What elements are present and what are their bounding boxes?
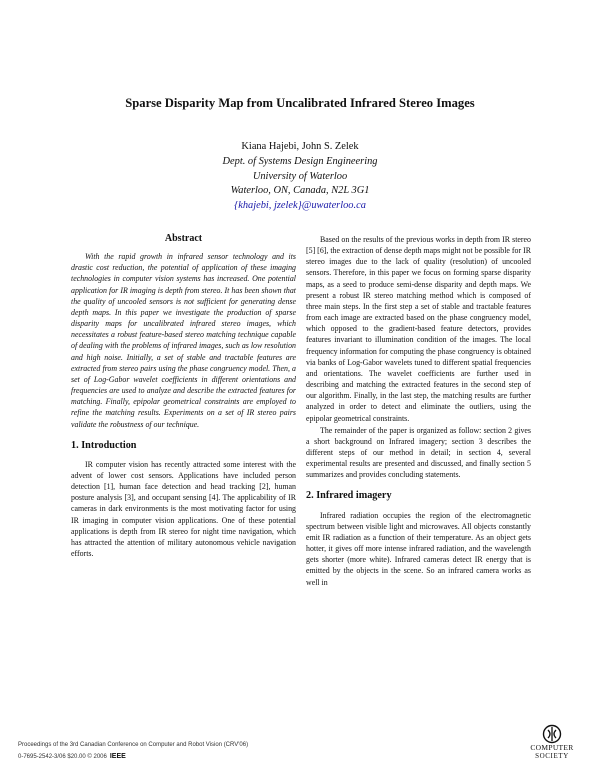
abstract-text: With the rapid growth in infrared sensor technology and its drastic cost reduction, the potential of application of these imaging technologies in computer vision systems has increased. One potential application for IR imaging is depth from stereo. It has been shown that the quality of uncooled sensors is not sufficient for generating dense depth maps. In this paper we investigate the production of sparse disparity maps for uncalibrated infrared stereo images, which necessitates a robust feature-based stereo matching technique capable of dealing with the problems of infrared images, such as low resolution and high noise. Initially, a set of stable and tractable features are extracted from stereo pairs using the phase congruency model. Then, a set of Log-Gabor wavelet coefficients in different orientations and frequencies are used to analyze and describe the extracted features for matching. Finally, epipolar geometrical constraints are employed to refine the matching results. Experiments on a set of IR stereo pairs validate the robustness of our technique. (71, 252, 296, 429)
logo-line-computer: COMPUTER (530, 743, 574, 752)
right-column (306, 234, 531, 589)
affiliation-department: Dept. of Systems Design Engineering (222, 155, 378, 167)
left-column (71, 233, 296, 560)
infrared-imagery-paragraph: Infrared radiation occupies the region of the electromagnetic spectrum between visible light and microwaves. All objects constantly emit IR radiation as a function of their temperature. As an object gets hotter, it gives off more intense infrared radiation, and the wavelength gets shorter (more white). Infrared cameras detect IR energy that is emitted by the objects in the scene. So an infrared camera works as well in (306, 510, 531, 587)
computer-society-logo (528, 724, 576, 768)
abstract-heading: Abstract (164, 233, 203, 244)
affiliation-university: University of Waterloo (252, 170, 348, 182)
page-footer (18, 740, 248, 763)
author-names: Kiana Hajebi, John S. Zelek (241, 141, 359, 152)
affiliation-address: Waterloo, ON, Canada, N2L 3G1 (230, 185, 370, 197)
footer-isbn: 0-7695-2542-3/06 $20.00 © 2006 (18, 754, 107, 760)
author-block (150, 140, 450, 214)
author-email[interactable]: {khajebi, jzelek}@uwaterloo.ca (234, 200, 366, 212)
logo-line-society: SOCIETY (535, 752, 569, 760)
section-heading-infrared-imagery: 2. Infrared imagery (306, 490, 392, 502)
footer-isbn-line (18, 751, 248, 763)
paper-title: Sparse Disparity Map from Uncalibrated Infrared Stereo Images (125, 96, 475, 110)
introduction-paragraph: IR computer vision has recently attracted some interest with the advent of lower cost sensors. Applications have included person detection [1], human face detection and head tracking [2], human posture analysis [3], and occupant sensing [4]. The applicability of IR cameras in dark environments is the most motivating factor for using IR imaging in computer vision applications. One of these potential applications is depth from IR stereo for night time navigation, which has attracted the attention of military autonomous vehicle navigation efforts. (71, 459, 296, 559)
ieee-mark: IEEE (109, 753, 126, 760)
paragraph-previous-work: Based on the results of the previous works in depth from IR stereo [5] [6], the extraction of dense depth maps might not be possible for IR stereo images due to the lack of quality (resolution) of uncooled sensors. Therefore, in this paper we focus on forming sparse disparity maps, as a seed to produce semi-dense disparity and depth maps. We present a robust IR stereo matching method which is composed of three main steps. In the first step a set of stable and tractable features from each image are extracted based on the phase congruency model, which opposed to the gradient-based feature detectors, provides features invariant to illumination condition of the images. The local frequency information for computing the phase congruency is obtained via banks of Log-Gabor wavelets tuned to different spatial frequencies and orientations. The wavelet coefficients are further used in describing and matching the extracted features in the second step of our algorithm. Finally, in the last step, the matching results are further analyzed in order to detect and eliminate the outliers, using the epipolar geometrical constraints. (306, 235, 531, 423)
computer-society-emblem-icon (542, 724, 562, 744)
section-heading-introduction: 1. Introduction (71, 439, 137, 451)
footer-proceedings: Proceedings of the 3rd Canadian Conference on Computer and Robot Vision (CRV'06) (18, 742, 249, 748)
paragraph-paper-organization: The remainder of the paper is organized as follow: section 2 gives a short background on Infrared imagery; section 3 describes the different steps of our method in detail; in section 4, several experimental results are presented and discussed, and finally section 5 summarizes and provides concluding statements. (306, 425, 531, 480)
